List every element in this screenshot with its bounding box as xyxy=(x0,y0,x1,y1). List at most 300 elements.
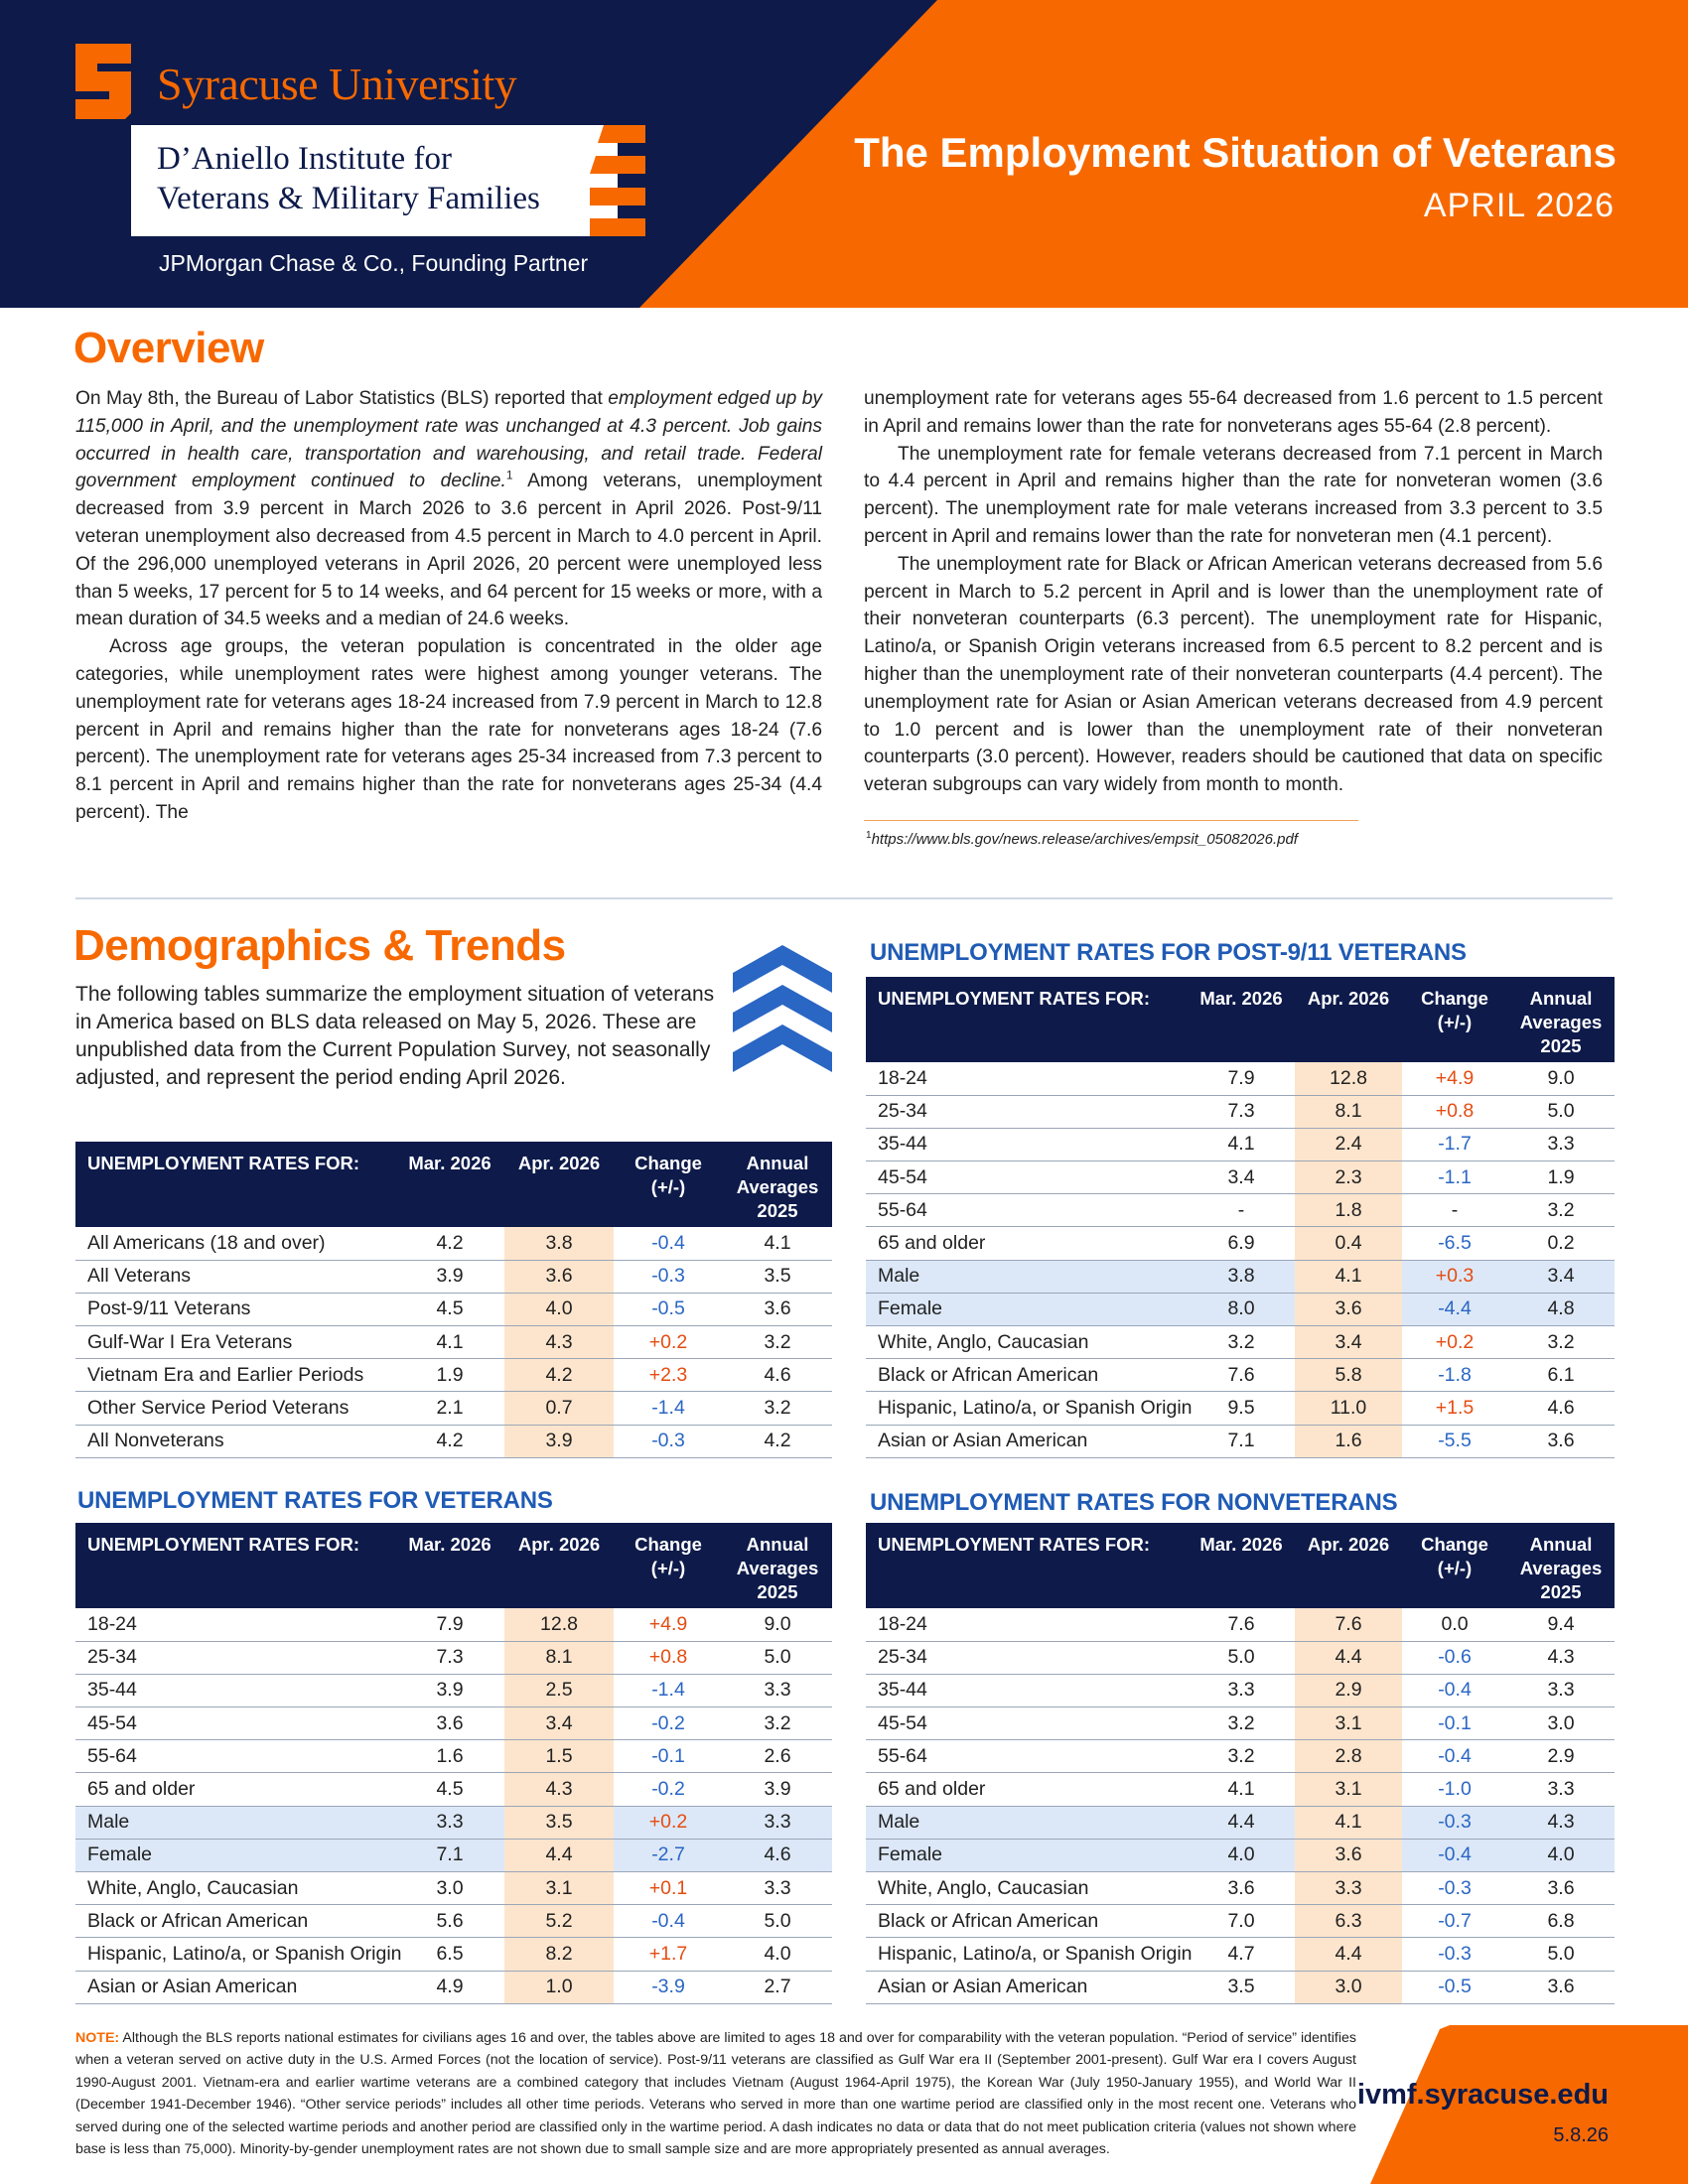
annual-value: 2.7 xyxy=(723,1971,832,2003)
apr-value: 0.7 xyxy=(504,1392,614,1425)
row-label: Other Service Period Veterans xyxy=(75,1392,395,1425)
overview-paragraph-1 xyxy=(75,385,822,633)
annual-value: 4.3 xyxy=(1507,1806,1615,1839)
row-label: 45-54 xyxy=(866,1161,1188,1194)
table-row xyxy=(866,1938,1615,1971)
apr-value: 4.4 xyxy=(1295,1641,1402,1674)
mar-value: 4.0 xyxy=(1188,1839,1295,1871)
mar-value: 4.2 xyxy=(395,1425,504,1457)
mar-value: 5.6 xyxy=(395,1905,504,1938)
row-label: 65 and older xyxy=(866,1227,1188,1260)
change-value: -1.0 xyxy=(1402,1773,1507,1806)
change-value: -0.3 xyxy=(1402,1872,1507,1905)
apr-value: 1.0 xyxy=(504,1971,614,2003)
annual-value: 4.0 xyxy=(723,1938,832,1971)
annual-value: 3.3 xyxy=(723,1806,832,1839)
apr-value: 5.2 xyxy=(504,1905,614,1938)
col-header-apr: Apr. 2026 xyxy=(1295,1523,1402,1608)
apr-value: 12.8 xyxy=(504,1608,614,1641)
change-value: -0.4 xyxy=(614,1227,723,1260)
row-label: Hispanic, Latino/a, or Spanish Origin xyxy=(866,1938,1188,1971)
change-value: -0.1 xyxy=(1402,1707,1507,1740)
row-label: Black or African American xyxy=(75,1905,395,1938)
col-header-annual: Annual Averages 2025 xyxy=(723,1142,832,1227)
col-header-category: UNEMPLOYMENT RATES FOR: xyxy=(866,1523,1188,1608)
overview-paragraph-2: Across age groups, the veteran population is concentrated in the older age categories, while unemployment rates were highest among younger veterans. The unemployment rate for veterans ages 18-24 increased from 7.9 percent in March to 12.8 percent in April and remains higher than the rate for nonveterans ages 18-24 (7.6 percent). The unemployment rate for veterans ages 25-34 increased from 7.3 percent to 8.1 percent in April and remains higher than the rate for nonveterans ages 25-34 (4.4 percent). The xyxy=(75,636,822,823)
col-header-apr: Apr. 2026 xyxy=(504,1142,614,1227)
mar-value: 2.1 xyxy=(395,1392,504,1425)
row-label: Male xyxy=(866,1260,1188,1293)
col-header-mar: Mar. 2026 xyxy=(1188,977,1295,1062)
methodology-note xyxy=(75,2027,1356,2160)
table-row xyxy=(866,1227,1615,1260)
row-label: Asian or Asian American xyxy=(75,1971,395,2003)
change-value: +0.3 xyxy=(1402,1260,1507,1293)
annual-value: 3.6 xyxy=(1507,1971,1615,2003)
table-row xyxy=(866,1128,1615,1160)
col-header-mar: Mar. 2026 xyxy=(395,1523,504,1608)
row-label: 65 and older xyxy=(866,1773,1188,1806)
table-row xyxy=(75,1608,832,1641)
overview-paragraph-3: unemployment rate for veterans ages 55-64 decreased from 1.6 percent to 1.5 percent in April and remains lower than the rate for nonveterans ages 55-64 (2.8 percent). xyxy=(864,388,1603,437)
mar-value: 4.4 xyxy=(1188,1806,1295,1839)
apr-value: 3.6 xyxy=(1295,1839,1402,1871)
change-value: -6.5 xyxy=(1402,1227,1507,1260)
annual-value: 4.2 xyxy=(723,1425,832,1457)
overview-right-column xyxy=(864,385,1603,799)
apr-value: 3.4 xyxy=(504,1707,614,1740)
table-row xyxy=(866,1905,1615,1938)
nonveterans-unemployment-table xyxy=(866,1523,1615,2004)
mar-value: 3.6 xyxy=(1188,1872,1295,1905)
annual-value: 6.8 xyxy=(1507,1905,1615,1938)
change-value: -1.8 xyxy=(1402,1359,1507,1392)
apr-value: 4.3 xyxy=(504,1326,614,1359)
apr-value: 2.5 xyxy=(504,1674,614,1706)
table-row xyxy=(75,1971,832,2003)
change-value: +0.2 xyxy=(614,1806,723,1839)
footnote-divider xyxy=(864,820,1358,821)
apr-value: 3.8 xyxy=(504,1227,614,1260)
table-row xyxy=(75,1425,832,1457)
row-label: White, Anglo, Caucasian xyxy=(866,1326,1188,1359)
overview-paragraph-5: The unemployment rate for Black or African American veterans decreased from 5.6 percent in March to 5.2 percent in April and is lower than the unemployment rate of their nonveteran counterparts (6.3 percent). The unemployment rate for Hispanic, Latino/a, or Spanish Origin veterans increased from 6.5 percent to 8.2 percent and is higher than the unemployment rate of their nonveteran counterparts (4.4 percent). The unemployment rate for Asian or Asian American veterans decreased from 4.9 percent to 1.0 percent and is lower than the unemployment rate of their nonveteran counterparts (3.0 percent). However, readers should be cautioned that data on specific veteran subgroups can vary widely from month to month. xyxy=(864,553,1603,796)
apr-value: 2.8 xyxy=(1295,1740,1402,1773)
footnote-number: 1 xyxy=(866,830,872,841)
table-row xyxy=(75,1773,832,1806)
change-value: -0.5 xyxy=(614,1293,723,1325)
annual-value: 2.6 xyxy=(723,1740,832,1773)
row-label: All Americans (18 and over) xyxy=(75,1227,395,1260)
change-value: - xyxy=(1402,1194,1507,1227)
annual-value: 3.6 xyxy=(1507,1425,1615,1457)
note-text: Although the BLS reports national estimates for civilians ages 16 and over, the tables above are limited to ages 18 and over for comparability with the veteran population. “Period of service” identifies when a veteran served on active duty in the U.S. Armed Forces (not the location of service). Post-9/11 veterans are classified as Gulf War era II (September 2001-present). Gulf War era I covers August 1990-August 2001. Vietnam-era and earlier wartime veterans are a combined category that includes Vietnam (August 1964-April 1975), the Korean War (July 1950-January 1955), and World War II (December 1941-December 1946). “Other service periods” includes all other time periods. Veterans who served in more than one wartime period are classified only in the most recent one. Veterans who served during one of the selected wartime periods and another period are classified only in the wartime period. A dash indicates no data or data that do not meet publication criteria (values not shown where base is less than 75,000). Minority-by-gender unemployment rates are not shown due to small sample size and are more appropriately presented as annual averages. xyxy=(75,2030,1356,2158)
table-row xyxy=(866,1740,1615,1773)
table-row xyxy=(75,1707,832,1740)
row-label: All Veterans xyxy=(75,1260,395,1293)
publish-date: 5.8.26 xyxy=(1553,2124,1609,2146)
row-label: 18-24 xyxy=(866,1062,1188,1095)
apr-value: 8.1 xyxy=(1295,1095,1402,1128)
table-row xyxy=(75,1227,832,1260)
post911-unemployment-table xyxy=(866,977,1615,1458)
table-row xyxy=(866,1326,1615,1359)
change-value: +0.8 xyxy=(614,1641,723,1674)
table-row xyxy=(75,1905,832,1938)
table-row xyxy=(866,1674,1615,1706)
change-value: -1.4 xyxy=(614,1392,723,1425)
apr-value: 1.6 xyxy=(1295,1425,1402,1457)
table-row xyxy=(866,1773,1615,1806)
institute-name-line1: D’Aniello Institute for xyxy=(157,141,452,177)
mar-value: 3.2 xyxy=(1188,1707,1295,1740)
change-value: -1.4 xyxy=(614,1674,723,1706)
institute-name-line2: Veterans & Military Families xyxy=(157,181,540,216)
row-label: 25-34 xyxy=(866,1095,1188,1128)
row-label: White, Anglo, Caucasian xyxy=(75,1872,395,1905)
row-label: Asian or Asian American xyxy=(866,1425,1188,1457)
change-value: -0.3 xyxy=(614,1425,723,1457)
footnote-url[interactable]: https://www.bls.gov/news.release/archives/empsit_05082026.pdf xyxy=(871,831,1298,848)
mar-value: 4.2 xyxy=(395,1227,504,1260)
footnote-ref: 1 xyxy=(505,469,513,482)
row-label: 35-44 xyxy=(75,1674,395,1706)
demographics-heading: Demographics & Trends xyxy=(73,921,566,970)
annual-value: 5.0 xyxy=(1507,1095,1615,1128)
annual-value: 4.6 xyxy=(723,1359,832,1392)
apr-value: 4.3 xyxy=(504,1773,614,1806)
change-value: +4.9 xyxy=(1402,1062,1507,1095)
mar-value: 5.0 xyxy=(1188,1641,1295,1674)
overview-left-column xyxy=(75,385,822,827)
row-label: 35-44 xyxy=(866,1128,1188,1160)
change-value: -2.7 xyxy=(614,1839,723,1871)
table-row xyxy=(866,1359,1615,1392)
annual-value: 3.6 xyxy=(723,1293,832,1325)
table-row xyxy=(866,1971,1615,2003)
apr-value: 12.8 xyxy=(1295,1062,1402,1095)
col-header-mar: Mar. 2026 xyxy=(395,1142,504,1227)
table-row xyxy=(75,1326,832,1359)
overview-paragraph-4: The unemployment rate for female veterans decreased from 7.1 percent in March to 4.4 percent in April and remains higher than the rate for nonveteran women (3.6 percent). The unemployment rate for male veterans increased from 3.3 percent to 3.5 percent in April and remains lower than the rate for nonveteran men (4.1 percent). xyxy=(864,443,1603,547)
change-value: -1.7 xyxy=(1402,1128,1507,1160)
table-row xyxy=(866,1062,1615,1095)
row-label: Female xyxy=(866,1293,1188,1325)
annual-value: 4.0 xyxy=(1507,1839,1615,1871)
change-value: -0.3 xyxy=(1402,1806,1507,1839)
change-value: -0.4 xyxy=(614,1905,723,1938)
table-row xyxy=(75,1938,832,1971)
annual-value: 4.3 xyxy=(1507,1641,1615,1674)
row-label: 18-24 xyxy=(866,1608,1188,1641)
table-row xyxy=(75,1872,832,1905)
row-label: 55-64 xyxy=(866,1194,1188,1227)
mar-value: 6.9 xyxy=(1188,1227,1295,1260)
change-value: -4.4 xyxy=(1402,1293,1507,1325)
change-value: -0.2 xyxy=(614,1707,723,1740)
mar-value: 3.6 xyxy=(395,1707,504,1740)
annual-value: 3.3 xyxy=(723,1674,832,1706)
mar-value: 7.1 xyxy=(395,1839,504,1871)
annual-value: 1.9 xyxy=(1507,1161,1615,1194)
apr-value: 1.8 xyxy=(1295,1194,1402,1227)
change-value: -0.7 xyxy=(1402,1905,1507,1938)
col-header-apr: Apr. 2026 xyxy=(1295,977,1402,1062)
mar-value: 8.0 xyxy=(1188,1293,1295,1325)
table-row xyxy=(866,1608,1615,1641)
apr-value: 0.4 xyxy=(1295,1227,1402,1260)
table-row xyxy=(866,1293,1615,1325)
row-label: Black or African American xyxy=(866,1905,1188,1938)
annual-value: 5.0 xyxy=(723,1641,832,1674)
change-value: -0.5 xyxy=(1402,1971,1507,2003)
institute-name-box xyxy=(131,125,618,236)
change-value: -0.6 xyxy=(1402,1641,1507,1674)
table-row xyxy=(866,1641,1615,1674)
col-header-category: UNEMPLOYMENT RATES FOR: xyxy=(75,1523,395,1608)
row-label: Hispanic, Latino/a, or Spanish Origin xyxy=(75,1938,395,1971)
apr-value: 3.1 xyxy=(504,1872,614,1905)
apr-value: 5.8 xyxy=(1295,1359,1402,1392)
mar-value: 1.9 xyxy=(395,1359,504,1392)
mar-value: 4.5 xyxy=(395,1293,504,1325)
table-row xyxy=(75,1839,832,1871)
annual-value: 0.2 xyxy=(1507,1227,1615,1260)
mar-value: 3.2 xyxy=(1188,1326,1295,1359)
col-header-change: Change (+/-) xyxy=(614,1523,723,1608)
annual-value: 3.3 xyxy=(723,1872,832,1905)
change-value: +1.5 xyxy=(1402,1392,1507,1425)
row-label: 18-24 xyxy=(75,1608,395,1641)
row-label: 55-64 xyxy=(866,1740,1188,1773)
table-row xyxy=(75,1740,832,1773)
table-row xyxy=(866,1839,1615,1871)
col-header-change: Change (+/-) xyxy=(1402,977,1507,1062)
apr-value: 3.9 xyxy=(504,1425,614,1457)
table-row xyxy=(866,1161,1615,1194)
apr-value: 3.1 xyxy=(1295,1707,1402,1740)
change-value: +0.2 xyxy=(614,1326,723,1359)
change-value: +0.1 xyxy=(614,1872,723,1905)
p1-quote: employment edged up by 115,000 in April, and the unemployment rate was unchanged at 4.3 percent. Job gains occurred in health care, transportation and warehousing, and retail trade. Federal government employment continued to decline. xyxy=(75,388,822,492)
change-value: -0.4 xyxy=(1402,1839,1507,1871)
annual-value: 3.4 xyxy=(1507,1260,1615,1293)
change-value: -0.3 xyxy=(1402,1938,1507,1971)
mar-value: 7.9 xyxy=(395,1608,504,1641)
table-row xyxy=(866,1194,1615,1227)
apr-value: 4.4 xyxy=(504,1839,614,1871)
syracuse-s-logo-icon xyxy=(70,44,137,119)
row-label: Vietnam Era and Earlier Periods xyxy=(75,1359,395,1392)
annual-value: 6.1 xyxy=(1507,1359,1615,1392)
table-row xyxy=(866,1425,1615,1457)
table-row xyxy=(75,1674,832,1706)
apr-value: 4.2 xyxy=(504,1359,614,1392)
apr-value: 3.0 xyxy=(1295,1971,1402,2003)
post911-table-title: UNEMPLOYMENT RATES FOR POST-9/11 VETERANS xyxy=(870,939,1467,966)
row-label: Asian or Asian American xyxy=(866,1971,1188,2003)
row-label: 35-44 xyxy=(866,1674,1188,1706)
row-label: Black or African American xyxy=(866,1359,1188,1392)
change-value: +0.2 xyxy=(1402,1326,1507,1359)
mar-value: 4.1 xyxy=(1188,1128,1295,1160)
apr-value: 7.6 xyxy=(1295,1608,1402,1641)
apr-value: 3.3 xyxy=(1295,1872,1402,1905)
mar-value: 4.1 xyxy=(1188,1773,1295,1806)
mar-value: 4.9 xyxy=(395,1971,504,2003)
table-row xyxy=(75,1359,832,1392)
table-row xyxy=(75,1392,832,1425)
apr-value: 3.4 xyxy=(1295,1326,1402,1359)
nonveterans-table-title: UNEMPLOYMENT RATES FOR NONVETERANS xyxy=(870,1489,1398,1516)
note-label: NOTE: xyxy=(75,2030,120,2046)
row-label: Post-9/11 Veterans xyxy=(75,1293,395,1325)
apr-value: 2.3 xyxy=(1295,1161,1402,1194)
mar-value: 3.9 xyxy=(395,1260,504,1293)
table-row xyxy=(866,1095,1615,1128)
col-header-annual: Annual Averages 2025 xyxy=(723,1523,832,1608)
table-row xyxy=(866,1806,1615,1839)
table-row xyxy=(75,1641,832,1674)
apr-value: 4.4 xyxy=(1295,1938,1402,1971)
col-header-change: Change (+/-) xyxy=(1402,1523,1507,1608)
annual-value: 3.2 xyxy=(723,1326,832,1359)
mar-value: 7.0 xyxy=(1188,1905,1295,1938)
annual-value: 4.6 xyxy=(1507,1392,1615,1425)
row-label: Male xyxy=(866,1806,1188,1839)
section-divider xyxy=(75,897,1613,899)
change-value: -0.4 xyxy=(1402,1674,1507,1706)
row-label: White, Anglo, Caucasian xyxy=(866,1872,1188,1905)
mar-value: - xyxy=(1188,1194,1295,1227)
change-value: -0.3 xyxy=(614,1260,723,1293)
annual-value: 3.5 xyxy=(723,1260,832,1293)
annual-value: 3.3 xyxy=(1507,1128,1615,1160)
row-label: Gulf-War I Era Veterans xyxy=(75,1326,395,1359)
col-header-annual: Annual Averages 2025 xyxy=(1507,977,1615,1062)
mar-value: 4.7 xyxy=(1188,1938,1295,1971)
mar-value: 7.6 xyxy=(1188,1359,1295,1392)
change-value: 0.0 xyxy=(1402,1608,1507,1641)
change-value: +0.8 xyxy=(1402,1095,1507,1128)
apr-value: 2.4 xyxy=(1295,1128,1402,1160)
annual-value: 4.1 xyxy=(723,1227,832,1260)
apr-value: 4.1 xyxy=(1295,1260,1402,1293)
demographics-intro: The following tables summarize the employment situation of veterans in America based on BLS data released on May 5, 2026. These are unpublished data from the Current Population Survey, not seasonally adjusted, and represent the period ending April 2026. xyxy=(75,983,715,1089)
col-header-category: UNEMPLOYMENT RATES FOR: xyxy=(866,977,1188,1062)
table-row xyxy=(75,1806,832,1839)
mar-value: 9.5 xyxy=(1188,1392,1295,1425)
apr-value: 3.5 xyxy=(504,1806,614,1839)
apr-value: 8.2 xyxy=(504,1938,614,1971)
apr-value: 2.9 xyxy=(1295,1674,1402,1706)
apr-value: 3.6 xyxy=(1295,1293,1402,1325)
change-value: +1.7 xyxy=(614,1938,723,1971)
row-label: 45-54 xyxy=(866,1707,1188,1740)
row-label: Female xyxy=(75,1839,395,1871)
mar-value: 7.9 xyxy=(1188,1062,1295,1095)
annual-value: 5.0 xyxy=(1507,1938,1615,1971)
annual-value: 4.8 xyxy=(1507,1293,1615,1325)
annual-value: 9.0 xyxy=(723,1608,832,1641)
row-label: Hispanic, Latino/a, or Spanish Origin xyxy=(866,1392,1188,1425)
table-row xyxy=(75,1260,832,1293)
apr-value: 8.1 xyxy=(504,1641,614,1674)
annual-value: 3.3 xyxy=(1507,1674,1615,1706)
annual-value: 3.0 xyxy=(1507,1707,1615,1740)
annual-value: 3.3 xyxy=(1507,1773,1615,1806)
col-header-apr: Apr. 2026 xyxy=(504,1523,614,1608)
apr-value: 6.3 xyxy=(1295,1905,1402,1938)
col-header-annual: Annual Averages 2025 xyxy=(1507,1523,1615,1608)
apr-value: 4.0 xyxy=(504,1293,614,1325)
apr-value: 4.1 xyxy=(1295,1806,1402,1839)
annual-value: 4.6 xyxy=(723,1839,832,1871)
mar-value: 6.5 xyxy=(395,1938,504,1971)
header-banner xyxy=(0,0,1688,308)
annual-value: 5.0 xyxy=(723,1905,832,1938)
annual-value: 9.0 xyxy=(1507,1062,1615,1095)
mar-value: 3.4 xyxy=(1188,1161,1295,1194)
change-value: +4.9 xyxy=(614,1608,723,1641)
mar-value: 3.3 xyxy=(395,1806,504,1839)
row-label: 65 and older xyxy=(75,1773,395,1806)
col-header-mar: Mar. 2026 xyxy=(1188,1523,1295,1608)
mar-value: 3.2 xyxy=(1188,1740,1295,1773)
annual-value: 3.2 xyxy=(1507,1326,1615,1359)
mar-value: 1.6 xyxy=(395,1740,504,1773)
report-month: APRIL 2026 xyxy=(1423,187,1615,224)
row-label: 45-54 xyxy=(75,1707,395,1740)
change-value: -0.4 xyxy=(1402,1740,1507,1773)
change-value: -1.1 xyxy=(1402,1161,1507,1194)
row-label: 25-34 xyxy=(866,1641,1188,1674)
row-label: 55-64 xyxy=(75,1740,395,1773)
mar-value: 7.3 xyxy=(1188,1095,1295,1128)
p1-body: Among veterans, unemployment decreased from 3.9 percent in March 2026 to 3.6 percent in April 2026. Post-9/11 veteran unemployment also decreased from 4.5 percent in March to 4.0 percent in April. Of the 296,000 unemployed veterans in April 2026, 20 percent were unemployed less than 5 weeks, 17 percent for 5 to 14 weeks, and 64 percent for 15 weeks or more, with a mean duration of 34.5 weeks and a median of 24.6 weeks. xyxy=(75,471,822,630)
mar-value: 3.8 xyxy=(1188,1260,1295,1293)
apr-value: 3.1 xyxy=(1295,1773,1402,1806)
chevron-up-icon xyxy=(733,945,832,1074)
veterans-table-title: UNEMPLOYMENT RATES FOR VETERANS xyxy=(77,1487,553,1514)
mar-value: 3.0 xyxy=(395,1872,504,1905)
mar-value: 4.1 xyxy=(395,1326,504,1359)
row-label: 25-34 xyxy=(75,1641,395,1674)
footnote xyxy=(866,830,1298,848)
mar-value: 7.3 xyxy=(395,1641,504,1674)
veterans-unemployment-table xyxy=(75,1523,832,2004)
table-row xyxy=(866,1260,1615,1293)
row-label: Male xyxy=(75,1806,395,1839)
annual-value: 9.4 xyxy=(1507,1608,1615,1641)
university-name: Syracuse University xyxy=(157,59,517,109)
ivmf-e-mark-icon xyxy=(590,125,645,236)
annual-value: 3.2 xyxy=(723,1707,832,1740)
website-link[interactable]: ivmf.syracuse.edu xyxy=(1356,2079,1609,2111)
change-value: -0.1 xyxy=(614,1740,723,1773)
report-title: The Employment Situation of Veterans xyxy=(854,129,1617,176)
overall-unemployment-table xyxy=(75,1142,832,1458)
mar-value: 7.6 xyxy=(1188,1608,1295,1641)
table-row xyxy=(866,1392,1615,1425)
table-row xyxy=(866,1707,1615,1740)
annual-value: 3.6 xyxy=(1507,1872,1615,1905)
change-value: +2.3 xyxy=(614,1359,723,1392)
annual-value: 3.2 xyxy=(1507,1194,1615,1227)
table-row xyxy=(75,1293,832,1325)
mar-value: 3.9 xyxy=(395,1674,504,1706)
mar-value: 3.5 xyxy=(1188,1971,1295,2003)
